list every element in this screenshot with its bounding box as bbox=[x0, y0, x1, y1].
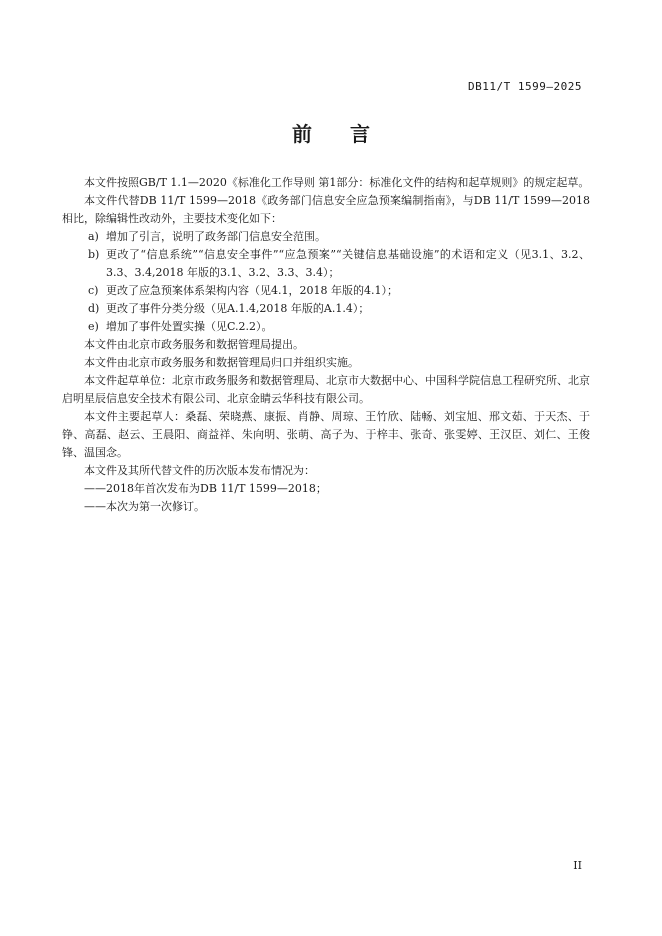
paragraph-administrator: 本文件由北京市政务服务和数据管理局归口并组织实施。 bbox=[84, 356, 359, 369]
list-item-mark: d) bbox=[88, 302, 100, 315]
page-number: II bbox=[573, 859, 582, 872]
foreword-body bbox=[62, 174, 590, 516]
page-title-char-1: 前 bbox=[292, 122, 312, 146]
list-item bbox=[62, 318, 590, 336]
list-item-text: 更改了“信息系统”“信息安全事件”“应急预案”“关键信息基础设施”的术语和定义（见3.1、3.2、3.3、3.4,2018 年版的3.1、3.2、3.3、3.4）； bbox=[106, 248, 590, 279]
paragraph-proposer: 本文件由北京市政务服务和数据管理局提出。 bbox=[84, 338, 304, 351]
list-item-mark: a) bbox=[88, 230, 99, 243]
list-item bbox=[62, 228, 590, 246]
document-code: DB11/T 1599—2025 bbox=[468, 80, 582, 93]
paragraph-drafting-units: 本文件起草单位：北京市政务服务和数据管理局、北京市大数据中心、中国科学院信息工程研究所、北京启明星辰信息安全技术有限公司、北京金睛云华科技有限公司。 bbox=[62, 374, 590, 405]
paragraph-drafting-rules: 本文件按照GB/T 1.1—2020《标准化工作导则 第1部分：标准化文件的结构和起草规则》的规定起草。 bbox=[84, 176, 590, 189]
paragraph-history-2018: ——2018年首次发布为DB 11/T 1599—2018； bbox=[84, 482, 327, 495]
paragraph-replacement: 本文件代替DB 11/T 1599—2018《政务部门信息安全应急预案编制指南》，与DB 11/T 1599—2018相比，除编辑性改动外，主要技术变化如下： bbox=[62, 194, 590, 225]
list-item bbox=[62, 246, 590, 282]
paragraph-history-current: ——本次为第一次修订。 bbox=[84, 500, 205, 513]
list-item-text: 增加了事件处置实操（见C.2.2）。 bbox=[106, 320, 273, 333]
list-item-text: 更改了应急预案体系架构内容（见4.1，2018 年版的4.1）； bbox=[106, 284, 398, 297]
page-title-char-2: 言 bbox=[350, 122, 370, 146]
list-item-mark: b) bbox=[88, 248, 100, 261]
list-item-mark: e) bbox=[88, 320, 99, 333]
list-item bbox=[62, 282, 590, 300]
list-item-text: 增加了引言，说明了政务部门信息安全范围。 bbox=[106, 230, 326, 243]
paragraph-version-history: 本文件及其所代替文件的历次版本发布情况为： bbox=[84, 464, 315, 477]
list-item bbox=[62, 300, 590, 318]
changes-list bbox=[62, 228, 590, 336]
paragraph-drafters: 本文件主要起草人：桑磊、荣晓燕、康振、肖静、周琼、王竹欣、陆畅、刘宝旭、邢文茹、于天杰、于铮、高磊、赵云、王晨阳、商益祥、朱向明、张萌、高子为、于梓丰、张奇、张雯婷、王汉臣、刘仁、王俊锋、温国念。 bbox=[62, 410, 590, 459]
page-title bbox=[0, 118, 662, 147]
list-item-mark: c) bbox=[88, 284, 99, 297]
list-item-text: 更改了事件分类分级（见A.1.4,2018 年版的A.1.4）； bbox=[106, 302, 370, 315]
